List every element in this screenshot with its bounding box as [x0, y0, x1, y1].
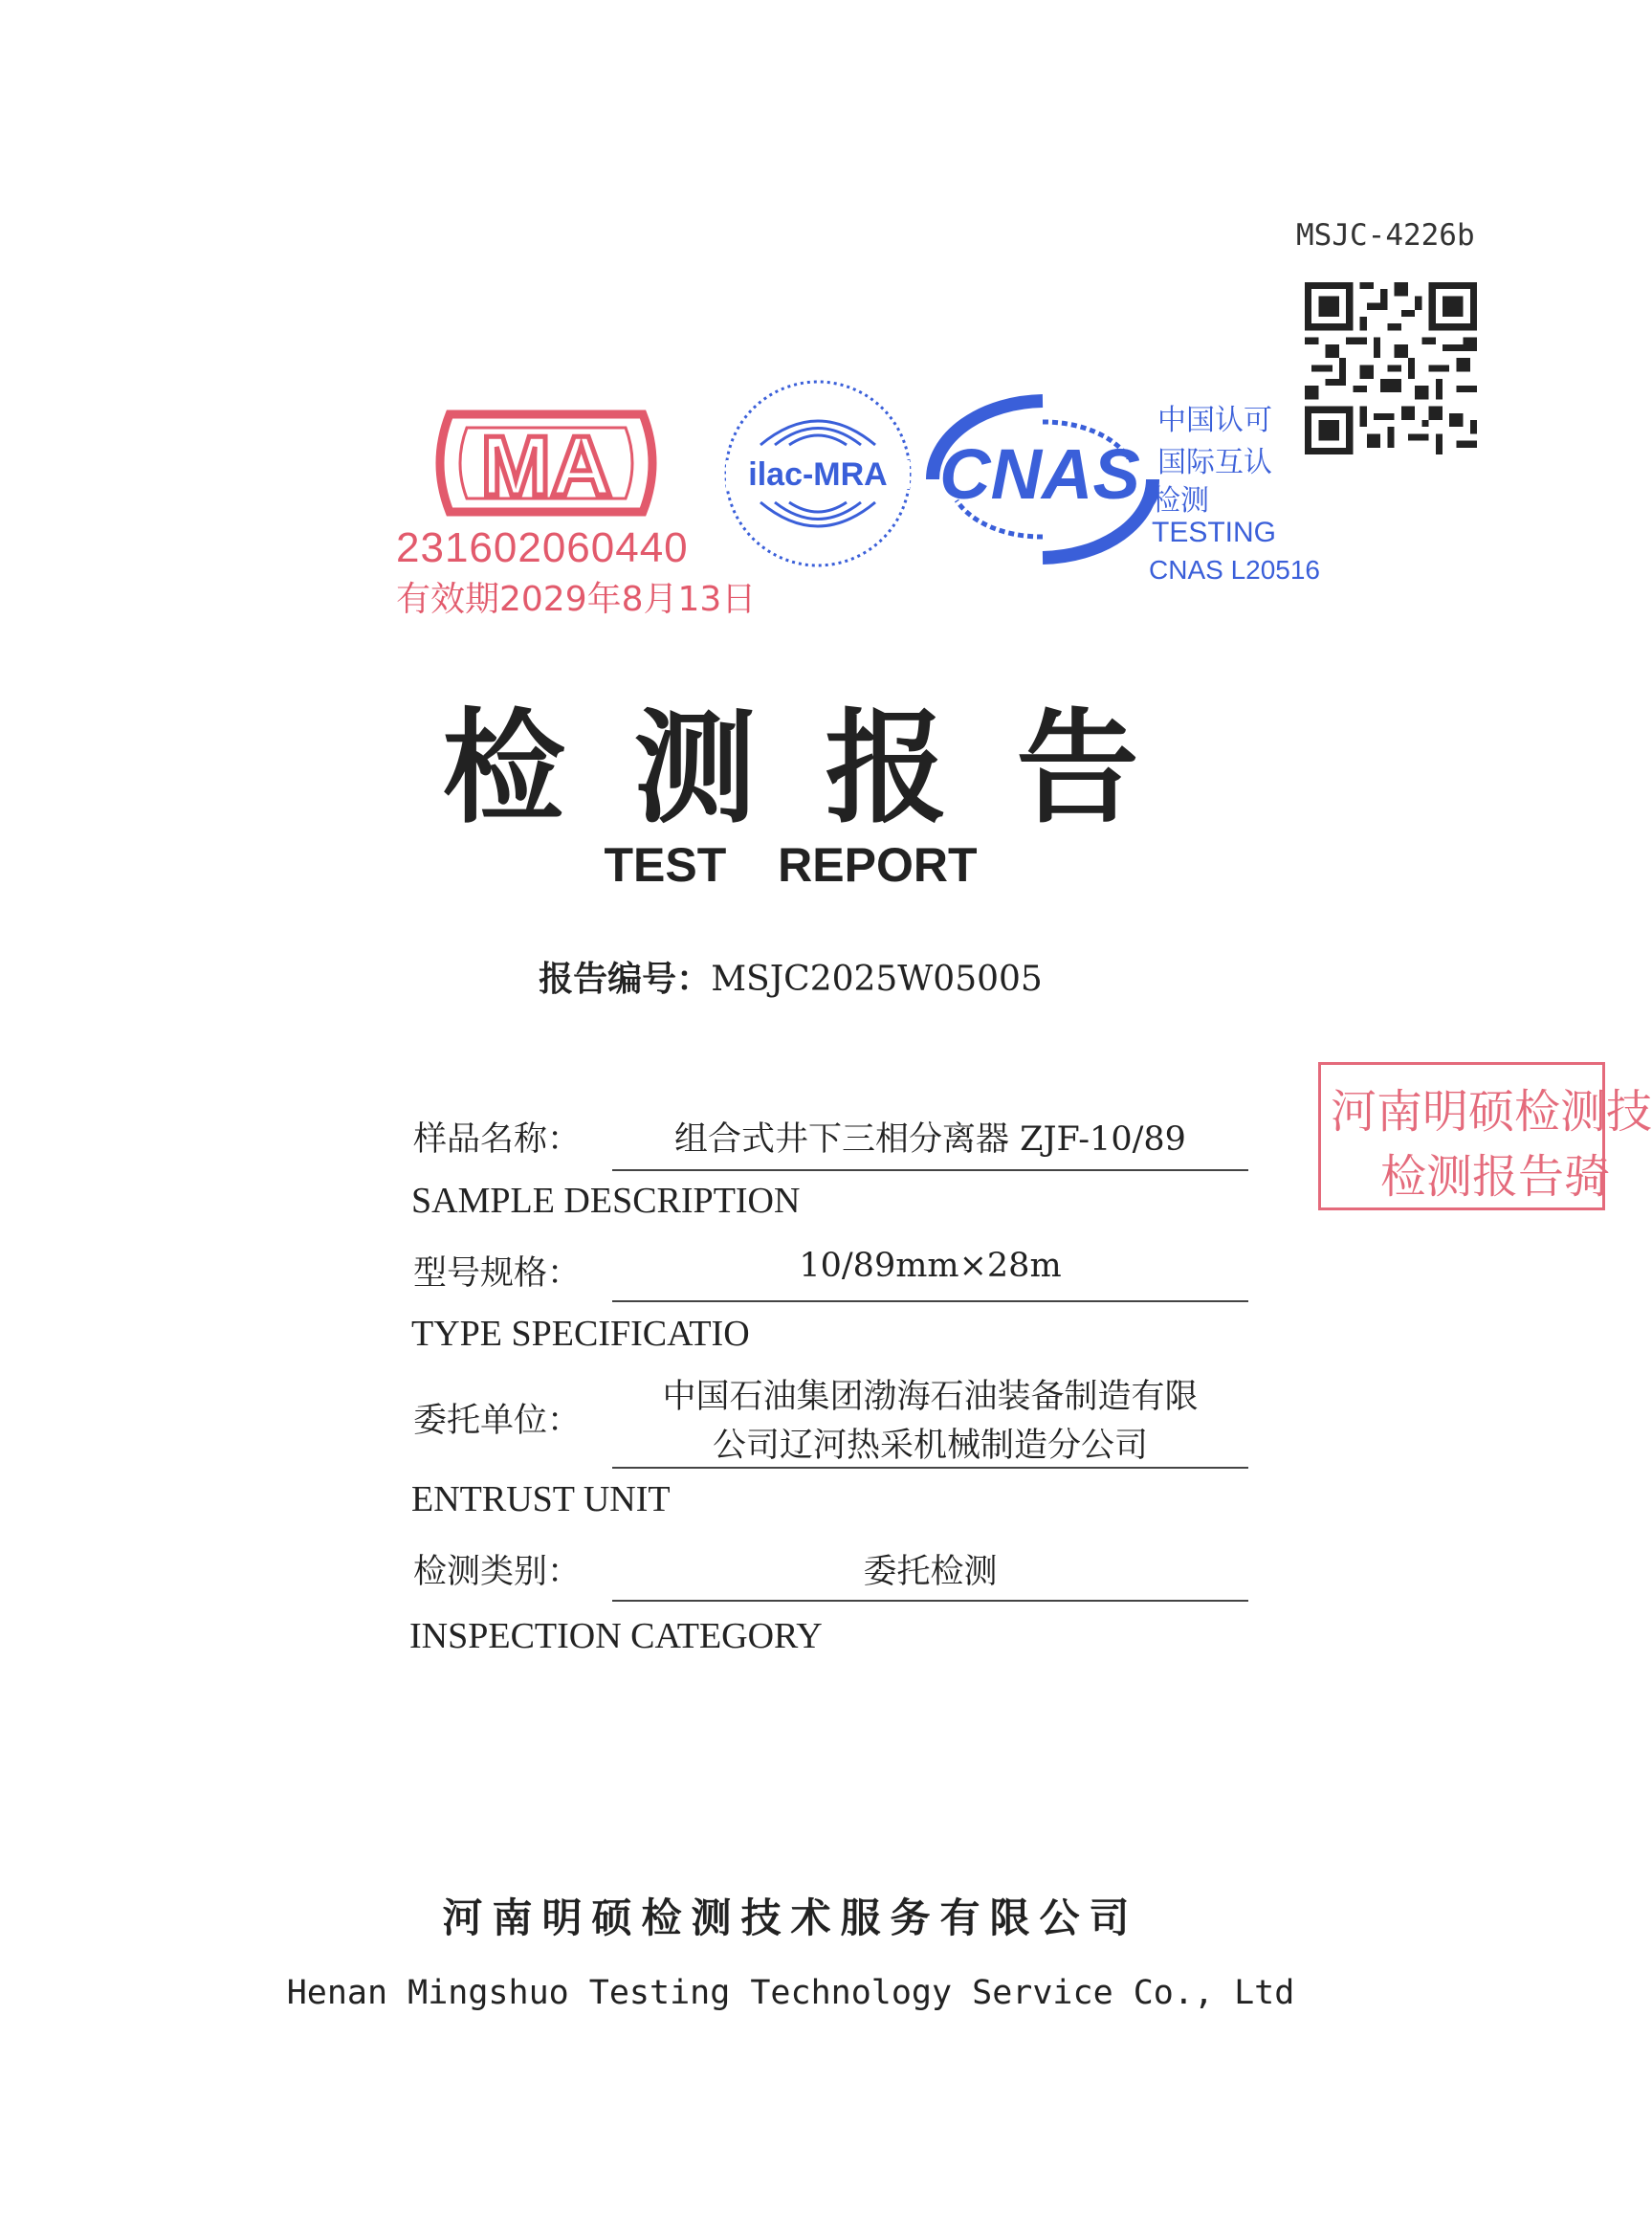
category-label-en: INSPECTION CATEGORY: [409, 1616, 823, 1656]
company-name-en: Henan Mingshuo Testing Technology Service Co., Ltd: [286, 1974, 1295, 2012]
document-code: MSJC-4226b: [1296, 218, 1475, 253]
report-number-value: MSJC2025W05005: [711, 960, 1043, 999]
ma-validity: 有效期2029年8月13日: [396, 580, 757, 619]
cnas-testing-label: TESTING: [1152, 517, 1277, 548]
company-name-cn: 河南明硕检测技术服务有限公司: [442, 1894, 1139, 1941]
cnas-recognition-line1: 中国认可: [1157, 404, 1272, 437]
category-label: 检测类别：: [413, 1553, 582, 1591]
entrust-value-line1: 中国石油集团渤海石油装备制造有限: [662, 1378, 1199, 1416]
type-underline: [612, 1300, 1248, 1302]
ma-certificate-number: 231602060440: [396, 524, 689, 571]
sample-label-en: SAMPLE DESCRIPTION: [411, 1181, 801, 1221]
seal-stamp-line2: 检测报告骑: [1380, 1150, 1611, 1204]
entrust-value-line2: 公司辽河热采机械制造分公司: [712, 1427, 1148, 1465]
entrust-label: 委托单位：: [413, 1402, 582, 1440]
cnas-recognition-line3: 检测: [1152, 484, 1209, 518]
entrust-underline: [612, 1467, 1248, 1469]
cnas-registration-number: CNAS L20516: [1149, 555, 1321, 585]
seal-stamp-line1: 河南明硕检测技: [1331, 1085, 1652, 1139]
seal-stamp: [1318, 1062, 1652, 1210]
ilac-mra-logo: [722, 378, 914, 569]
sample-label: 样品名称：: [413, 1120, 582, 1159]
sample-underline: [612, 1169, 1248, 1171]
category-underline: [612, 1600, 1248, 1602]
type-label-en: TYPE SPECIFICATIO: [411, 1314, 750, 1354]
entrust-label-en: ENTRUST UNIT: [411, 1479, 671, 1519]
qr-code-icon: [1305, 282, 1477, 454]
report-title-cn: 检测报告: [442, 697, 1208, 840]
sample-value: 组合式井下三相分离器 ZJF-10/89: [674, 1120, 1186, 1159]
type-label: 型号规格：: [413, 1254, 582, 1293]
ma-logo-text: MA: [480, 418, 612, 513]
category-value: 委托检测: [863, 1553, 998, 1591]
report-title-en: TEST REPORT: [604, 838, 978, 892]
type-value: 10/89mm×28m: [799, 1247, 1062, 1285]
cnas-logo: [923, 395, 1162, 563]
ma-certification-logo: [421, 395, 672, 531]
cnas-recognition-line2: 国际互认: [1157, 446, 1272, 479]
report-number: [0, 952, 1581, 1001]
report-number-label: 报告编号：: [539, 960, 712, 999]
cnas-logo-text: CNAS: [939, 434, 1140, 514]
ilac-logo-text: ilac-MRA: [748, 456, 888, 493]
